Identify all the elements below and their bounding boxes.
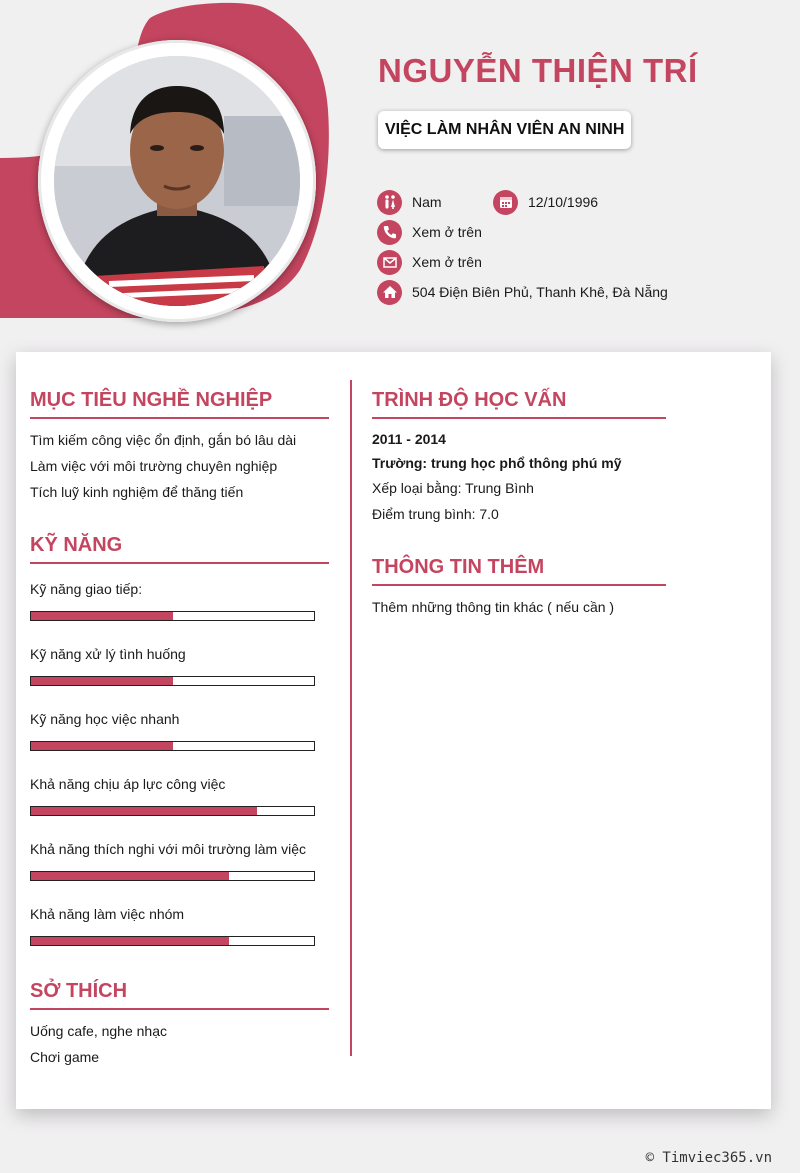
education-grade: Xếp loại bằng: Trung Bình: [372, 480, 534, 496]
avatar: [54, 56, 300, 306]
objective-heading: MỤC TIÊU NGHỀ NGHIỆP: [30, 389, 329, 419]
address-value: 504 Điện Biên Phủ, Thanh Khê, Đà Nẵng: [412, 284, 668, 300]
candidate-name: NGUYỄN THIỆN TRÍ: [378, 52, 698, 89]
skill-label: Kỹ năng học việc nhanh: [30, 711, 180, 727]
birthdate-value: 12/10/1996: [528, 194, 599, 210]
skill-level-fill: [31, 937, 229, 945]
mail-icon: [377, 250, 402, 275]
hobbies-heading: SỞ THÍCH: [30, 980, 329, 1010]
extra-info-heading: THÔNG TIN THÊM: [372, 556, 666, 586]
skill-level-fill: [31, 612, 173, 620]
skill-label: Khả năng làm việc nhóm: [30, 906, 185, 922]
gender-icon: [377, 190, 402, 215]
objective-line: Làm việc với môi trường chuyên nghiệp: [30, 458, 278, 474]
address-row: [377, 279, 668, 305]
phone-icon: [377, 220, 402, 245]
email-row: [377, 249, 482, 275]
education-gpa: Điểm trung bình: 7.0: [372, 506, 499, 522]
skill-level-bar: [30, 611, 315, 621]
skill-label: Kỹ năng giao tiếp:: [30, 581, 143, 597]
hobby-line: Chơi game: [30, 1049, 100, 1065]
gender-value: Nam: [412, 194, 442, 210]
job-title-badge: [378, 111, 631, 149]
skill-label: Khả năng chịu áp lực công việc: [30, 776, 226, 792]
skill-level-fill: [31, 742, 173, 750]
education-heading: TRÌNH ĐỘ HỌC VẤN: [372, 389, 666, 419]
gender-row: [377, 189, 442, 215]
column-divider: [350, 380, 352, 1056]
extra-info-text: Thêm những thông tin khác ( nếu cần ): [372, 599, 615, 615]
email-value: Xem ở trên: [412, 254, 482, 270]
phone-row: [377, 219, 482, 245]
objective-line: Tích luỹ kinh nghiệm để thăng tiến: [30, 484, 244, 500]
copyright-footer: © Timviec365.vn: [645, 1150, 772, 1166]
home-icon: [377, 280, 402, 305]
hobby-line: Uống cafe, nghe nhạc: [30, 1023, 167, 1039]
skill-label: Khả năng thích nghi với môi trường làm việc: [30, 841, 306, 857]
objective-line: Tìm kiếm công việc ổn định, gắn bó lâu dài: [30, 432, 297, 448]
job-title: VIỆC LÀM NHÂN VIÊN AN NINH: [385, 121, 625, 138]
skill-level-bar: [30, 741, 315, 751]
education-school: Trường: trung học phổ thông phú mỹ: [372, 455, 622, 471]
calendar-icon: [493, 190, 518, 215]
skill-level-fill: [31, 872, 229, 880]
skill-level-fill: [31, 677, 173, 685]
education-period: 2011 - 2014: [372, 431, 446, 447]
skills-heading: KỸ NĂNG: [30, 534, 329, 564]
birthdate-row: [493, 189, 598, 215]
skill-level-bar: [30, 871, 315, 881]
skill-level-bar: [30, 676, 315, 686]
skill-level-bar: [30, 806, 315, 816]
skill-label: Kỹ năng xử lý tình huống: [30, 646, 186, 662]
skill-level-bar: [30, 936, 315, 946]
phone-value: Xem ở trên: [412, 224, 482, 240]
skill-level-fill: [31, 807, 257, 815]
